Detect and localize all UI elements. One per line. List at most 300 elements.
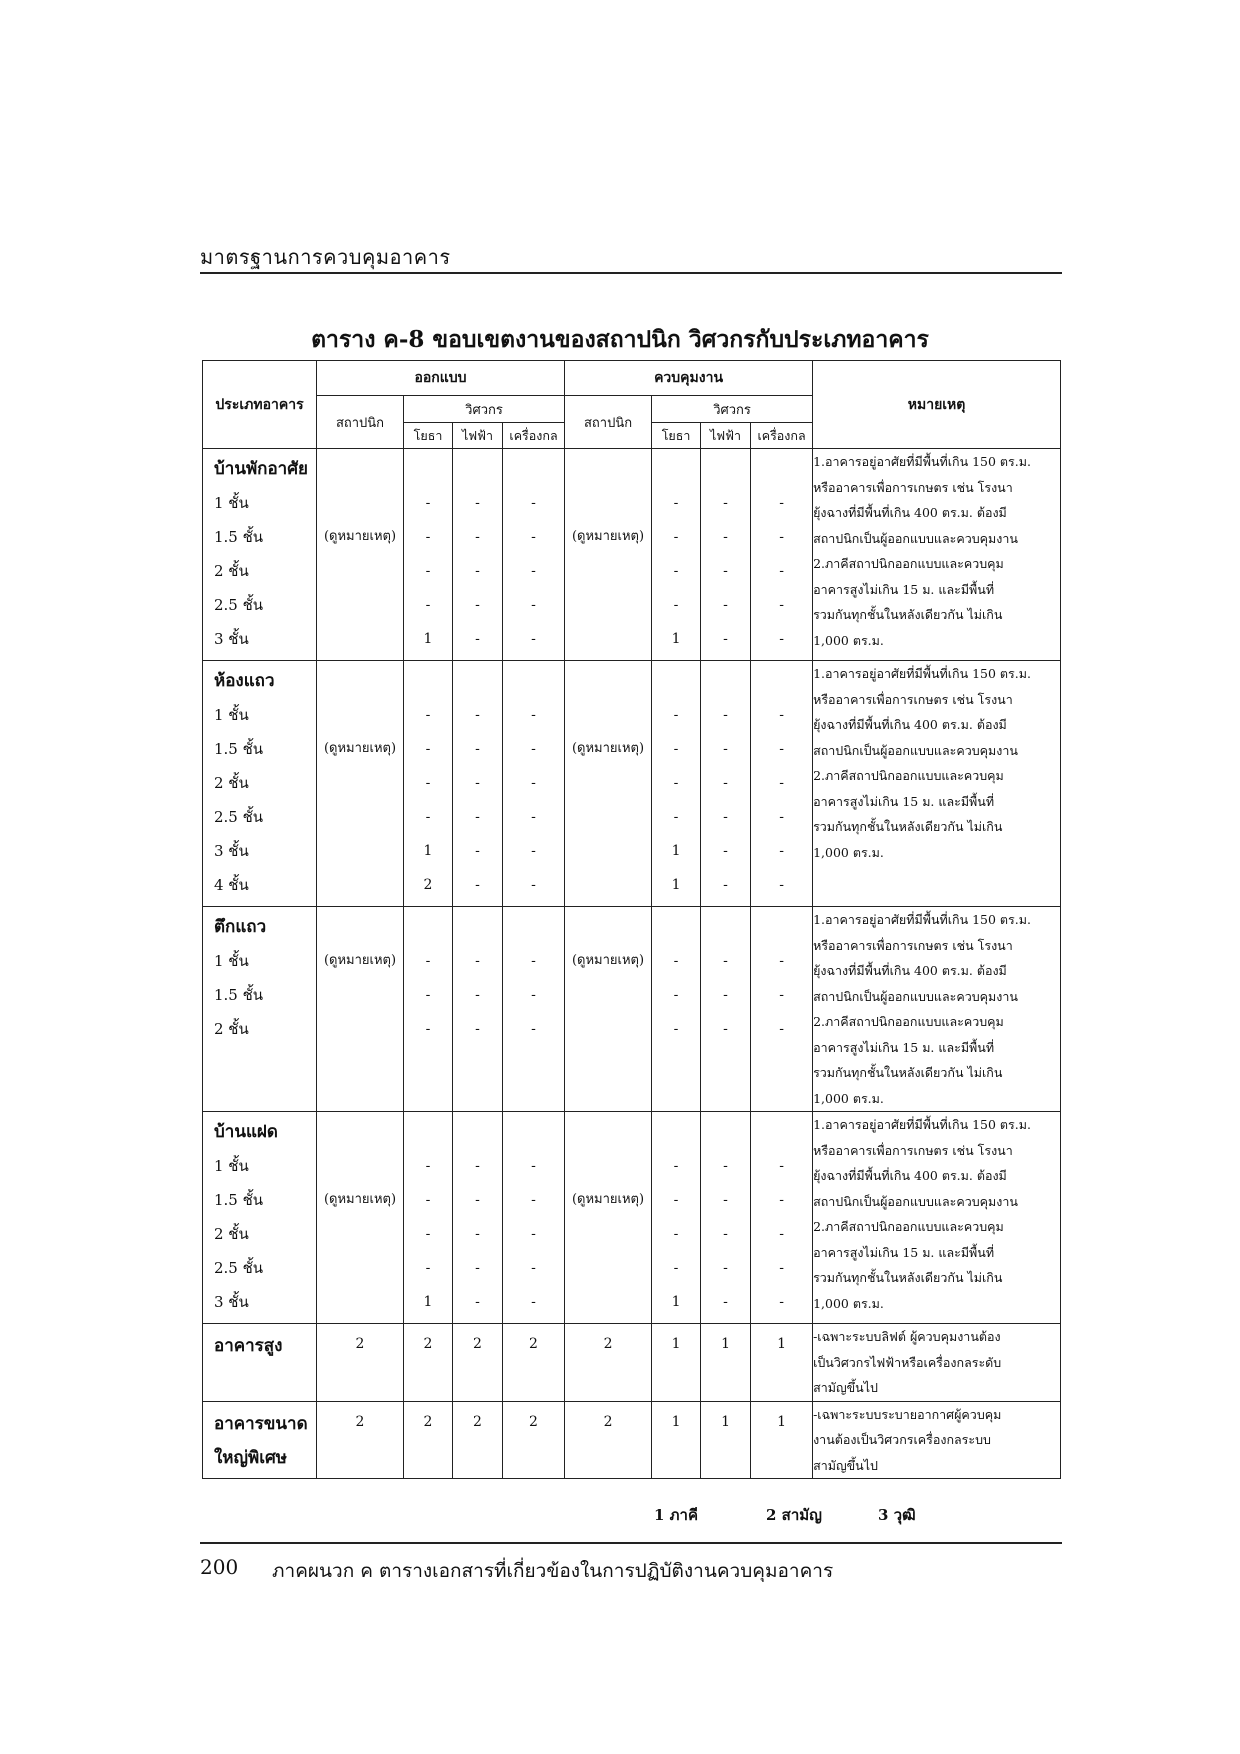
blank-line [701,452,750,486]
footer-rule [200,1542,1062,1544]
blank-line [751,910,812,944]
supervision-civil-header: โยธา [652,423,701,449]
supervision-electrical-value: - [723,1192,728,1208]
remark-line: รวมกันทุกชั้นในหลังเดียวกัน ไม่เกิน [813,607,1003,622]
design-architect-cell [317,907,404,1112]
building-type-cell [203,1112,317,1324]
remark-line: ยุ้งฉางที่มีพื้นที่เกิน 400 ตร.ม. ต้องมี [813,963,1007,978]
supervision-electrical-values [701,907,750,1050]
supervision-civil-value: - [673,1158,679,1174]
design-electrical-cell [453,1324,503,1402]
supervision-mechanical-cell [751,1112,813,1324]
design-architect-values [317,449,403,660]
supervision-mechanical-value: - [779,1260,784,1276]
supervision-electrical-value: - [723,495,728,511]
supervision-architect-values [565,1112,651,1323]
design-electrical-values [453,1112,502,1323]
supervision-civil-values [652,661,700,906]
supervision-electrical-value: - [723,775,728,791]
blank-line [565,452,651,486]
remark-line: 1.อาคารอยู่อาศัยที่มีพื้นที่เกิน 150 ตร.ม. [813,1117,1031,1132]
design-mechanical-value: - [531,953,536,969]
supervision-mechanical-values [751,449,812,660]
remark-line: รวมกันทุกชั้นในหลังเดียวกัน ไม่เกิน [813,819,1003,834]
supervision-architect-cell [565,1401,652,1479]
remarks-cell [813,1324,1061,1402]
supervision-architect-cell [565,1112,652,1324]
design-engineer-header: วิศวกร [404,396,565,423]
design-architect-value [317,1149,403,1183]
design-architect-cell [317,1401,404,1479]
storey-label: 2 ชั้น [214,774,249,792]
storey-label: 2 ชั้น [214,562,249,580]
design-civil-value: 2 [423,877,433,893]
remark-line: รวมกันทุกชั้นในหลังเดียวกัน ไม่เกิน [813,1270,1003,1285]
supervision-architect-value: 2 [603,1336,613,1352]
supervision-architect-value [565,588,651,622]
design-architect-values [317,907,403,1050]
building-type-name: อาคารสูง [214,1336,283,1356]
supervision-electrical-values [701,661,750,906]
design-mechanical-value: - [531,877,536,893]
design-civil-values [404,661,452,906]
blank-line [404,1115,452,1149]
design-mechanical-values [503,1112,564,1323]
design-civil-value: - [425,1021,431,1037]
building-type-name: ตึกแถว [214,917,267,937]
design-architect-value: (ดูหมายเหตุ) [323,1192,397,1207]
blank-line [317,1115,403,1149]
supervision-civil-cell [652,907,701,1112]
blank-line [751,664,812,698]
storey-label: 1 ชั้น [214,952,249,970]
remark-line: 2.ภาคีสถาปนิกออกแบบและควบคุม [813,1219,1004,1234]
design-civil-value: - [425,987,431,1003]
blank-line [652,452,700,486]
supervision-architect-cell [565,907,652,1112]
supervision-electrical-value: - [723,953,728,969]
storey-label: 2 ชั้น [214,1020,249,1038]
supervision-mechanical-cell [751,661,813,907]
design-mechanical-value: - [531,563,536,579]
supervision-architect-values [565,449,651,660]
design-mechanical-values [503,449,564,660]
supervision-mechanical-cell [751,1324,813,1402]
supervision-civil-values [652,449,700,660]
design-electrical-cell [453,1401,503,1479]
design-electrical-cell [453,907,503,1112]
design-electrical-cell [453,1112,503,1324]
design-civil-value: 2 [423,1413,433,1430]
blank-line [503,664,564,698]
supervision-civil-value: - [673,707,679,723]
table-row [203,449,1061,661]
supervision-civil-cell [652,1401,701,1479]
blank-line [503,1115,564,1149]
supervision-mechanical-value: - [779,843,784,859]
supervision-mechanical-value: - [779,1294,784,1310]
supervision-mechanical-cell [751,449,813,661]
supervision-civil-cell [652,1112,701,1324]
design-mechanical-value: - [531,809,536,825]
design-electrical-value: - [475,809,480,825]
building-type-cell [203,661,317,907]
blank-line [317,910,403,944]
building-type-lines [203,661,316,906]
blank-line [701,910,750,944]
design-architect-value [317,1012,403,1046]
storey-label: 2.5 ชั้น [214,1259,264,1277]
storey-label: 1.5 ชั้น [214,1191,264,1209]
supervision-electrical-values [701,1112,750,1323]
design-electrical-value: - [475,563,480,579]
design-architect-cell [317,1112,404,1324]
remark-line: สถาปนิกเป็นผู้ออกแบบและควบคุมงาน [813,742,1018,758]
design-civil-value: - [425,529,431,545]
remark-line: -เฉพาะระบบลิฟต์ ผู้ควบคุมงานต้อง [813,1329,1001,1344]
supervision-civil-cell [652,661,701,907]
remark-line: 2.ภาคีสถาปนิกออกแบบและควบคุม [813,556,1004,571]
design-civil-value: - [425,741,431,757]
remark-line: ยุ้งฉางที่มีพื้นที่เกิน 400 ตร.ม. ต้องมี [813,717,1007,732]
supervision-mechanical-value: - [779,741,784,757]
design-electrical-header: ไฟฟ้า [453,423,503,449]
blank-line [317,452,403,486]
supervision-architect-value [565,800,651,834]
design-civil-cell [404,1324,453,1402]
design-electrical-value: - [475,775,480,791]
remark-line: 1.อาคารอยู่อาศัยที่มีพื้นที่เกิน 150 ตร.ม. [813,454,1031,469]
remark-line: -เฉพาะระบบระบายอากาศผู้ควบคุม [813,1406,1002,1422]
design-electrical-value: - [475,987,480,1003]
design-electrical-value: - [475,741,480,757]
blank-line [751,452,812,486]
storey-label: 1 ชั้น [214,494,249,512]
design-mechanical-values [503,661,564,906]
remark-line: เป็นวิศวกรไฟฟ้าหรือเครื่องกลระดับ [813,1354,1002,1370]
storey-label: 2.5 ชั้น [214,808,264,826]
supervision-architect-cell [565,449,652,661]
design-mechanical-value: - [531,707,536,723]
design-mechanical-value: - [531,1192,536,1208]
storey-label: 1.5 ชั้น [214,740,264,758]
design-electrical-value: - [475,1158,480,1174]
design-electrical-value: - [475,707,480,723]
supervision-electrical-cell [701,907,751,1112]
building-type-name-line: ใหญ่พิเศษ [214,1447,288,1468]
blank-line [652,664,700,698]
design-header: ออกแบบ [317,361,565,396]
remark-line: หรืออาคารเพื่อการเกษตร เช่น โรงนา [813,479,1013,495]
design-electrical-value: - [475,1021,480,1037]
supervision-civil-value: - [673,1192,679,1208]
supervision-electrical-cell [701,449,751,661]
design-civil-value: - [425,597,431,613]
design-electrical-value: - [475,1192,480,1208]
supervision-mechanical-header: เครื่องกล [751,423,813,449]
remark-line: 1,000 ตร.ม. [813,1295,884,1311]
blank-line [565,664,651,698]
design-civil-value: - [425,1192,431,1208]
supervision-architect-values [565,907,651,1050]
storey-label: 2 ชั้น [214,1225,249,1243]
supervision-electrical-cell [701,1112,751,1324]
supervision-architect-value [565,698,651,732]
supervision-architect-value: (ดูหมายเหตุ) [571,1192,645,1207]
supervision-mechanical-value: - [779,877,784,893]
blank-line [453,1115,502,1149]
design-architect-value [317,622,403,656]
supervision-electrical-cell [701,1324,751,1402]
supervision-mechanical-value: 1 [777,1336,787,1352]
remark-line: อาคารสูงไม่เกิน 15 ม. และมีพื้นที่ [813,1039,995,1055]
supervision-mechanical-value: - [779,1226,784,1242]
remark-line: สถาปนิกเป็นผู้ออกแบบและควบคุมงาน [813,988,1018,1004]
design-civil-value: - [425,1226,431,1242]
design-architect-value [317,834,403,868]
building-type-lines [203,907,316,1050]
blank-line [453,910,502,944]
supervision-architect-value: 2 [603,1413,613,1430]
design-civil-value: - [425,563,431,579]
supervision-mechanical-value: - [779,707,784,723]
supervision-civil-value: - [673,563,679,579]
blank-line [652,1115,700,1149]
design-mechanical-cell [503,1401,565,1479]
design-civil-value: - [425,707,431,723]
supervision-engineer-header: วิศวกร [652,396,813,423]
blank-line [503,452,564,486]
design-architect-cell [317,449,404,661]
design-mechanical-cell [503,661,565,907]
storey-label: 3 ชั้น [214,1293,249,1311]
remark-line: หรืออาคารเพื่อการเกษตร เช่น โรงนา [813,937,1013,953]
supervision-electrical-values [701,449,750,660]
design-mechanical-value: - [531,1294,536,1310]
design-architect-value [317,554,403,588]
supervision-architect-value [565,1149,651,1183]
supervision-architect-value [565,486,651,520]
design-electrical-value: - [475,631,480,647]
design-architect-value [317,800,403,834]
supervision-architect-value [565,1285,651,1319]
design-electrical-cell [453,661,503,907]
design-civil-header: โยธา [404,423,453,449]
storey-label: 2.5 ชั้น [214,596,264,614]
table-row [203,1401,1061,1479]
building-type-cell [203,449,317,661]
design-civil-value: 1 [423,631,433,647]
storey-label: 1 ชั้น [214,706,249,724]
design-architect-value [317,1251,403,1285]
table-row [203,1112,1061,1324]
remark-line: 1.อาคารอยู่อาศัยที่มีพื้นที่เกิน 150 ตร.ม. [813,912,1031,927]
supervision-electrical-value: - [723,1294,728,1310]
design-mechanical-cell [503,1324,565,1402]
remarks-cell [813,449,1061,661]
design-mechanical-value: - [531,843,536,859]
design-civil-cell [404,449,453,661]
page-number: 200 [200,1555,239,1579]
design-mechanical-cell [503,449,565,661]
supervision-mechanical-value: - [779,631,784,647]
supervision-civil-values [652,907,700,1050]
supervision-mechanical-value: - [779,1158,784,1174]
design-electrical-value: - [475,1260,480,1276]
supervision-mechanical-value: - [779,597,784,613]
supervision-header: ควบคุมงาน [565,361,813,396]
supervision-electrical-value: - [723,1260,728,1276]
remark-line: สามัญขึ้นไป [813,1457,878,1473]
design-mechanical-value: - [531,631,536,647]
design-mechanical-value: - [531,1021,536,1037]
design-architect-value: 2 [355,1413,365,1430]
design-mechanical-value: 2 [529,1413,538,1430]
remark-line: 1.อาคารอยู่อาศัยที่มีพื้นที่เกิน 150 ตร.ม. [813,666,1031,681]
supervision-mechanical-cell [751,1401,813,1479]
design-electrical-value: 2 [473,1413,482,1430]
supervision-architect-value [565,766,651,800]
supervision-mechanical-values [751,907,812,1050]
table-title: ตาราง ค-8 ขอบเขตงานของสถาปนิก วิศวกรกับประเภทอาคาร [311,326,929,353]
supervision-civil-values [652,1112,700,1323]
legend-item-2: 2 สามัญ [766,1506,822,1524]
remark-line: สามัญขึ้นไป [813,1380,878,1395]
supervision-civil-value: - [673,495,679,511]
design-architect-header: สถาปนิก [317,396,404,449]
building-type-cell [203,1324,317,1402]
building-type-name: บ้านพักอาศัย [214,459,308,479]
design-architect-cell [317,661,404,907]
supervision-mechanical-value: - [779,1021,784,1037]
design-civil-value: - [425,1260,431,1276]
supervision-electrical-value: - [723,1158,728,1174]
supervision-electrical-value: - [723,529,728,545]
supervision-civil-value: - [673,987,679,1003]
design-mechanical-value: - [531,987,536,1003]
remark-line: ยุ้งฉางที่มีพื้นที่เกิน 400 ตร.ม. ต้องมี [813,1168,1007,1183]
supervision-civil-value: - [673,1021,679,1037]
type-header: ประเภทอาคาร [203,361,317,449]
remark-line: งานต้องเป็นวิศวกรเครื่องกลระบบ [813,1432,991,1447]
supervision-architect-value [565,1251,651,1285]
design-civil-value: 2 [423,1336,433,1352]
building-type-cell [203,907,317,1112]
design-electrical-values [453,661,502,906]
supervision-architect-value: (ดูหมายเหตุ) [571,529,645,544]
supervision-civil-value: - [673,597,679,613]
remark-line: ยุ้งฉางที่มีพื้นที่เกิน 400 ตร.ม. ต้องมี [813,505,1007,520]
footer-text: ภาคผนวก ค ตารางเอกสารที่เกี่ยวข้องในการปฏิบัติงานควบคุมอาคาร [272,1560,834,1582]
design-mechanical-value: - [531,775,536,791]
supervision-civil-value: - [673,809,679,825]
supervision-civil-value: - [673,529,679,545]
design-architect-value [317,1217,403,1251]
design-civil-values [404,1112,452,1323]
building-type-lines [203,1112,316,1323]
design-mechanical-value: - [531,495,536,511]
blank-line [453,452,502,486]
remark-line: สถาปนิกเป็นผู้ออกแบบและควบคุมงาน [813,1193,1018,1209]
blank-line [453,664,502,698]
supervision-civil-value: - [673,1260,679,1276]
remark-line: อาคารสูงไม่เกิน 15 ม. และมีพื้นที่ [813,1244,995,1260]
storey-label: 4 ชั้น [214,876,249,894]
supervision-electrical-cell [701,661,751,907]
design-mechanical-value: - [531,1226,536,1242]
supervision-civil-cell [652,449,701,661]
design-civil-cell [404,907,453,1112]
supervision-architect-value [565,1012,651,1046]
design-mechanical-value: - [531,597,536,613]
building-type-name [203,1402,316,1475]
supervision-architect-cell [565,1324,652,1402]
remarks-cell [813,1112,1061,1324]
supervision-electrical-value: - [723,631,728,647]
design-mechanical-value: - [531,741,536,757]
remark-line: 1,000 ตร.ม. [813,632,884,648]
supervision-mechanical-cell [751,907,813,1112]
supervision-mechanical-value: - [779,987,784,1003]
supervision-civil-cell [652,1324,701,1402]
design-electrical-cell [453,449,503,661]
supervision-civil-value: 1 [671,843,681,859]
supervision-civil-value: 1 [671,1294,681,1310]
supervision-architect-value [565,1217,651,1251]
supervision-architect-header: สถาปนิก [565,396,652,449]
supervision-electrical-value: - [723,809,728,825]
storey-label: 1.5 ชั้น [214,528,264,546]
remark-line: สถาปนิกเป็นผู้ออกแบบและควบคุมงาน [813,530,1018,546]
supervision-mechanical-value: - [779,809,784,825]
design-civil-value: - [425,775,431,791]
supervision-mechanical-value: 1 [777,1413,787,1430]
legend-item-3: 3 วุฒิ [878,1506,916,1524]
design-mechanical-value: 2 [529,1336,538,1352]
remarks-cell [813,1401,1061,1479]
remark-line: 2.ภาคีสถาปนิกออกแบบและควบคุม [813,768,1004,783]
scope-table [202,360,1061,1479]
design-architect-values [317,1112,403,1323]
blank-line [317,664,403,698]
table-row [203,661,1061,907]
blank-line [565,1115,651,1149]
blank-line [503,910,564,944]
blank-line [701,1115,750,1149]
design-civil-value: - [425,953,431,969]
running-header: มาตรฐานการควบคุมอาคาร [200,245,451,269]
building-type-name: บ้านแฝด [214,1122,278,1142]
design-architect-value: (ดูหมายเหตุ) [323,529,397,544]
design-architect-value [317,486,403,520]
blank-line [404,452,452,486]
blank-line [404,910,452,944]
design-mechanical-value: - [531,529,536,545]
design-architect-values [317,661,403,906]
remarks-cell [813,661,1061,907]
design-civil-value: 1 [423,843,433,859]
design-architect-cell [317,1324,404,1402]
remark-line: รวมกันทุกชั้นในหลังเดียวกัน ไม่เกิน [813,1065,1003,1080]
design-civil-value: - [425,809,431,825]
supervision-mechanical-values [751,1112,812,1323]
supervision-mechanical-value: - [779,953,784,969]
building-type-name: ห้องแถว [214,671,275,691]
legend-item-1: 1 ภาคี [654,1506,699,1524]
supervision-civil-value: - [673,1226,679,1242]
design-electrical-values [453,449,502,660]
design-architect-value [317,868,403,902]
